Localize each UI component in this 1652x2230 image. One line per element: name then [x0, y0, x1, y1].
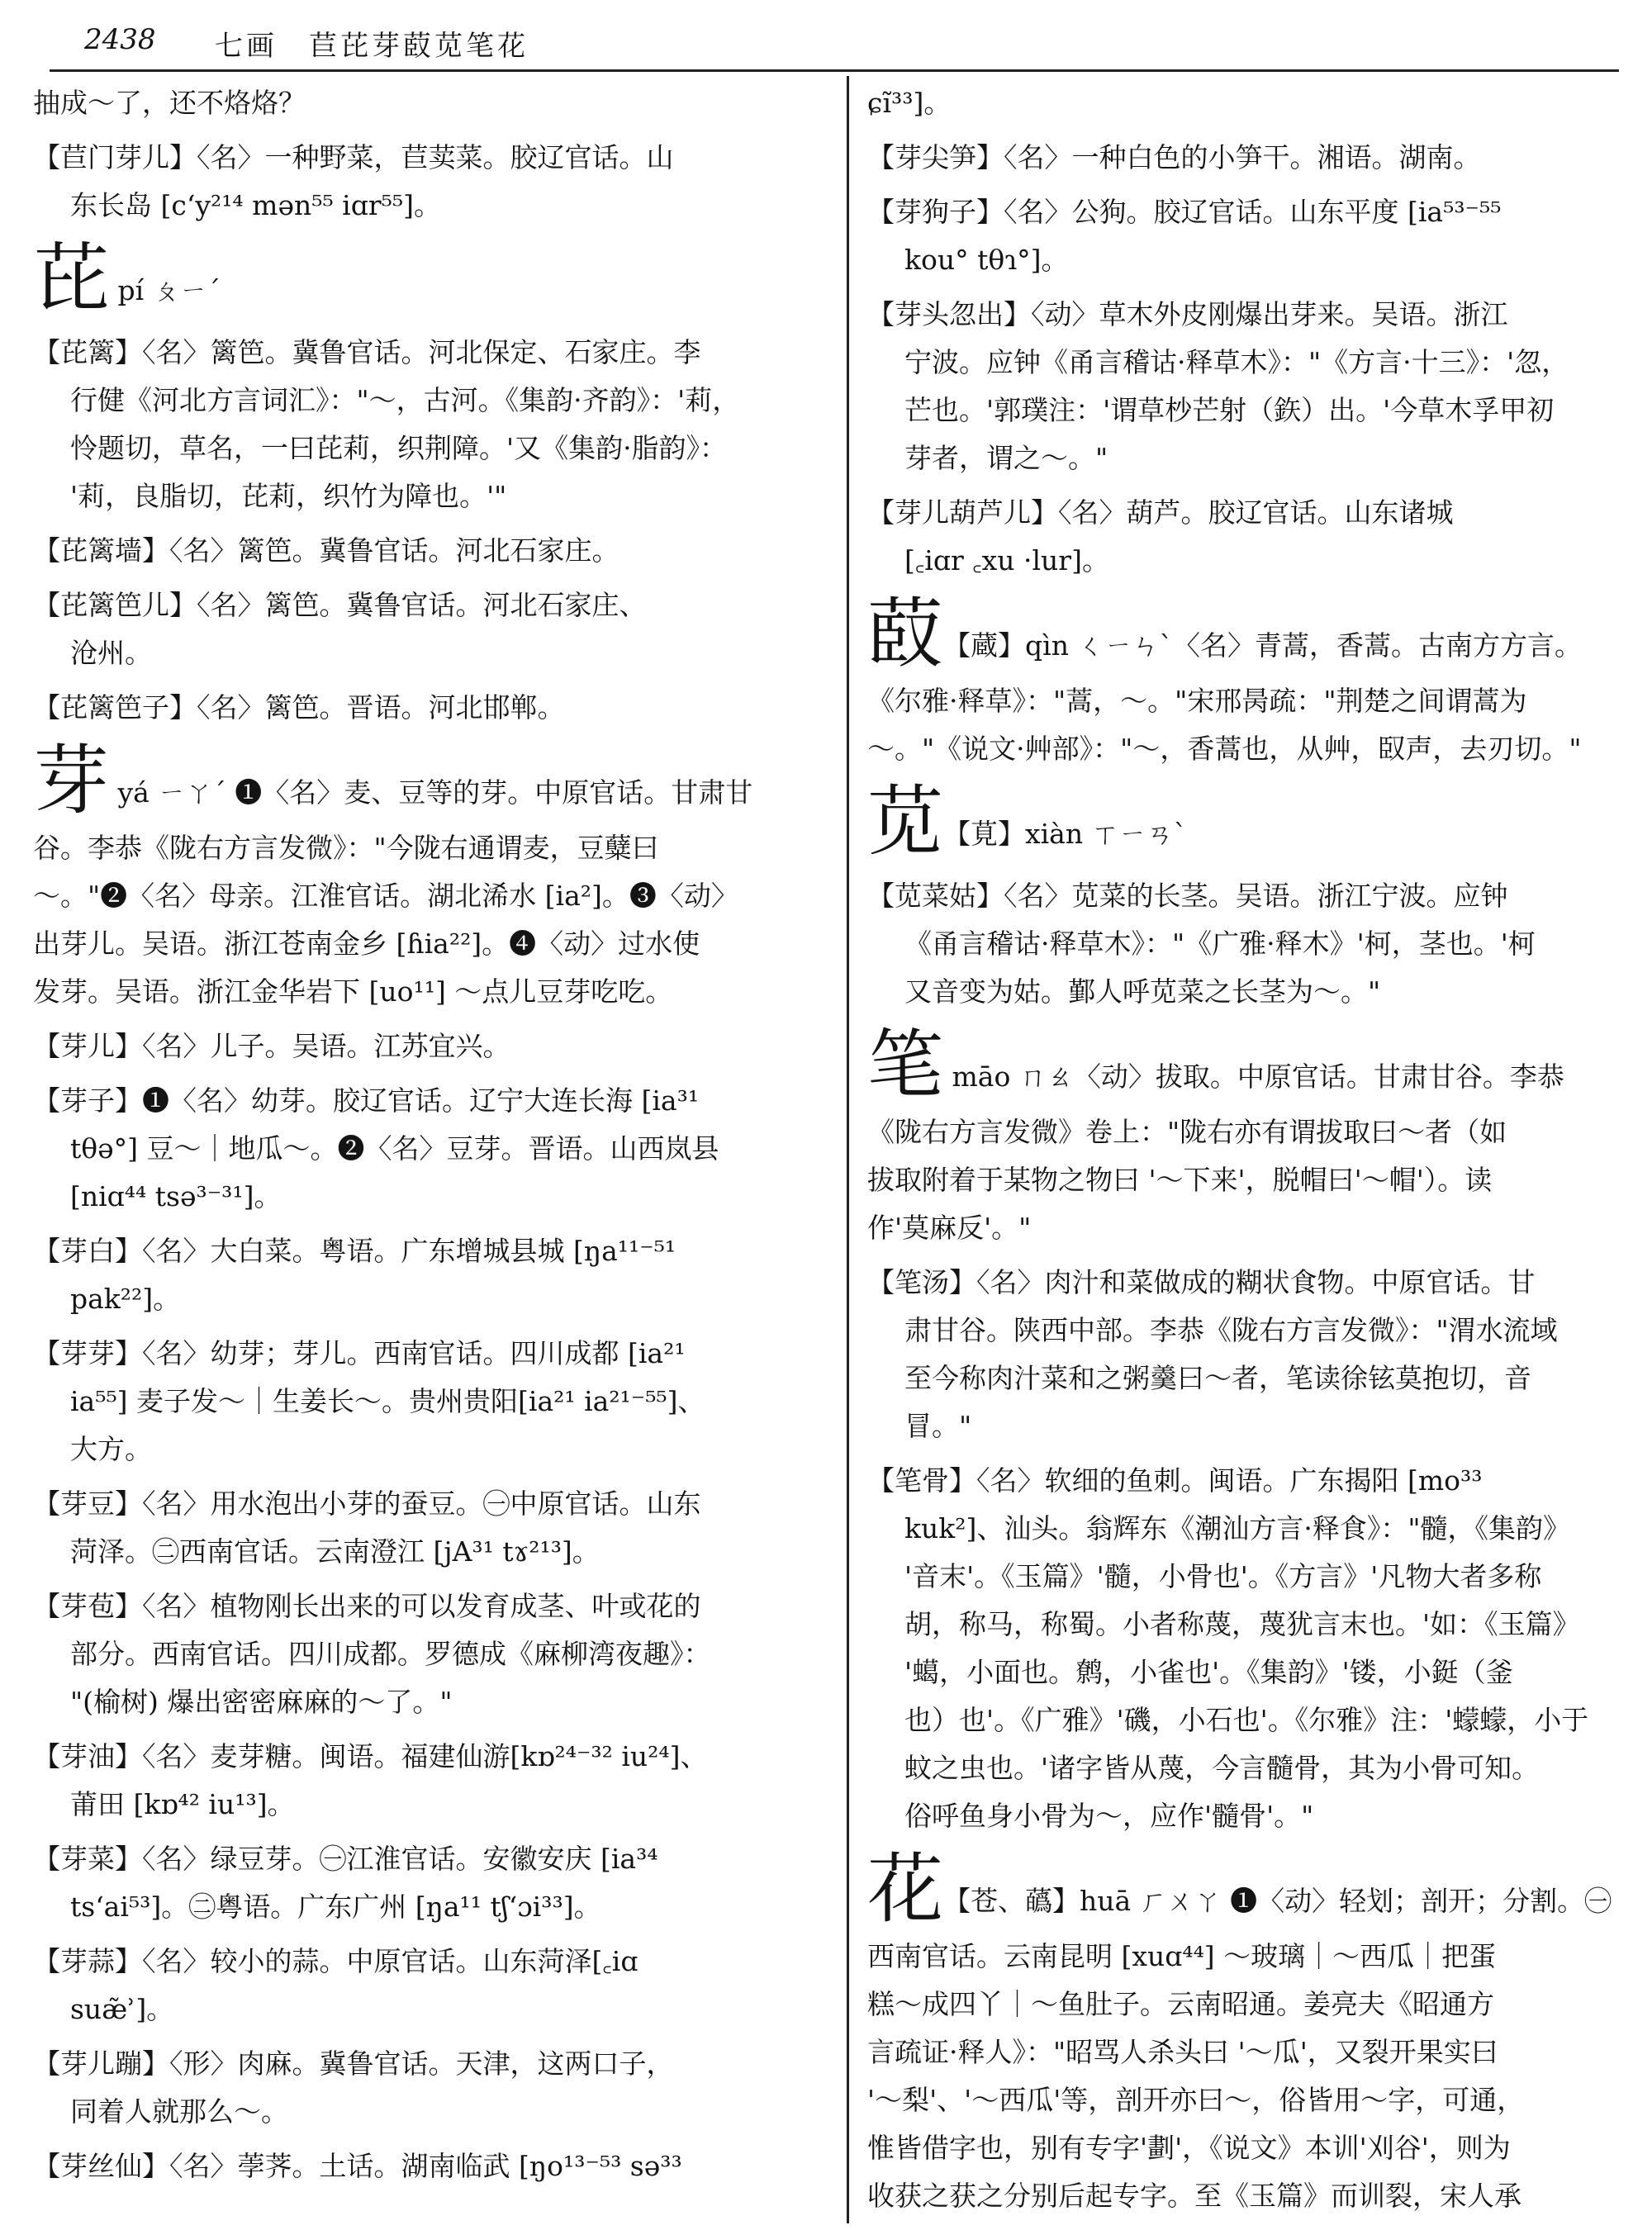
head-character-entry	[867, 1022, 1615, 1252]
dictionary-entry	[33, 581, 818, 677]
entry-line: 宁波。应钟《甬言稽诂·释草木》："《方言·十三》：'忽，	[904, 346, 1569, 378]
entry-line: suæ̃ʾ]。	[70, 1993, 174, 2025]
entry-line: 糕～成四丫｜～鱼肚子。云南昭通。姜亮夫《昭通方	[867, 1988, 1494, 2020]
head-character-row	[867, 1022, 1615, 1108]
entry-line: 【苣门芽儿】〈名〉一种野菜，苣荬菜。胶辽官话。山	[33, 141, 674, 173]
entry-line: 又音变为姑。鄞人呼苋菜之长茎为～。"	[904, 975, 1381, 1008]
dictionary-entry	[33, 527, 818, 575]
entry-line: 出芽儿。吴语。浙江苍南金乡 [ɦia²²]。❹〈动〉过水使	[33, 928, 700, 960]
entry-line: 【苋菜姑】〈名〉苋菜的长茎。吴语。浙江宁波。应钟	[867, 880, 1508, 912]
dictionary-entry	[33, 684, 818, 732]
entry-line: tsʻai⁵³]。㊁粤语。广东广州 [ŋa¹¹ tʃʻɔi³³]。	[70, 1891, 601, 1923]
head-character-entry	[33, 738, 818, 1016]
head-character-entry	[33, 236, 818, 322]
entry-line: 也）也'。《广雅》'磯，小石也'。《尔雅》注：'蠓蠓，小于	[904, 1704, 1589, 1736]
dictionary-entry	[867, 1259, 1615, 1450]
entry-line: 蚊之虫也。'诸字皆从蔑，今言髓骨，其为小骨可知。	[904, 1752, 1540, 1784]
dictionary-entry	[33, 134, 818, 230]
entry-line: 芽者，谓之～。"	[904, 442, 1108, 474]
right-column	[867, 79, 1615, 2227]
dictionary-entry	[33, 1022, 818, 1070]
entry-line: 【芽狗子】〈名〉公狗。胶辽官话。山东平度 [ia⁵³⁻⁵⁵	[867, 196, 1502, 228]
entry-line: 惟皆借字也，别有专字'劃'，《说文》本训'刈谷'，则为	[867, 2132, 1511, 2164]
entry-line: ɕĩ³³]。	[867, 87, 952, 119]
entry-line: 肃甘谷。陕西中部。李恭《陇右方言发微》："渭水流域	[904, 1314, 1558, 1346]
entry-line: 《尔雅·释草》："蒿，～。"宋邢昺疏："荆楚之间谓蒿为	[867, 685, 1527, 717]
entry-line: 俗呼鱼身小骨为～，应作'髓骨'。"	[904, 1800, 1314, 1832]
entry-line: 同着人就那么～。	[70, 2095, 288, 2128]
entry-line: 【芽豆】〈名〉用水泡出小芽的蚕豆。㊀中原官话。山东	[33, 1487, 701, 1520]
entry-line: 谷。李恭《陇右方言发微》："今陇右通谓麦，豆糵曰	[33, 832, 659, 864]
head-character: 苋	[867, 780, 944, 866]
entry-line: pak²²]。	[70, 1283, 181, 1315]
head-character-gloss: 【蔵】qìn ㄑㄧㄣˋ〈名〉青蒿，香蒿。古南方方言。	[943, 629, 1582, 662]
entry-line: 大方。	[70, 1433, 152, 1465]
head-character-gloss: 【莧】xiàn ㄒㄧㄢˋ	[943, 818, 1188, 850]
dictionary-entry	[867, 134, 1615, 182]
dictionary-entry	[33, 1733, 818, 1829]
dictionary-entry	[33, 1938, 818, 2033]
header-title: 七画 苣芘芽菣苋笔花	[215, 30, 529, 63]
entry-line: 【芘篱笆子】〈名〉篱笆。晋语。河北邯郸。	[33, 691, 565, 724]
entry-line: 【芽油】〈名〉麦芽糖。闽语。福建仙游[kɒ²⁴⁻³² iu²⁴]、	[33, 1740, 708, 1772]
head-character: 芽	[33, 738, 110, 824]
head-character-row	[867, 780, 1615, 866]
entry-line: ia⁵⁵] 麦子发～｜生姜长～。贵州贵阳[ia²¹ ia²¹⁻⁵⁵]、	[70, 1385, 705, 1417]
head-character-row	[33, 236, 818, 322]
entry-line: 东长岛 [cʻy²¹⁴ mən⁵⁵ iɑr⁵⁵]。	[70, 189, 441, 221]
dictionary-entry	[33, 1077, 818, 1221]
entry-line: ～。"❷〈名〉母亲。江淮官话。湖北浠水 [ia²]。❸〈动〉	[33, 880, 738, 912]
head-character: 芘	[33, 236, 110, 322]
entry-line: 【笔汤】〈名〉肉汁和菜做成的糊状食物。中原官话。甘	[867, 1266, 1536, 1298]
dictionary-entry	[867, 188, 1615, 284]
entry-line: '音末'。《玉篇》'髓，小骨也'。《方言》'凡物大者多称	[904, 1560, 1542, 1592]
entry-line: 【芘篱笆儿】〈名〉篱笆。冀鲁官话。河北石家庄、	[33, 589, 647, 621]
entry-line: ～。"《说文·艸部》："～，香蒿也，从艸，臤声，去刃切。"	[867, 733, 1582, 765]
page-header	[50, 23, 1619, 64]
entry-line: 冒。"	[904, 1410, 972, 1442]
entry-line: 沧州。	[70, 637, 152, 669]
entry-line: 【芽儿蹦】〈形〉肉麻。冀鲁官话。天津，这两口子，	[33, 2047, 674, 2080]
entry-line: 菏泽。㊁西南官话。云南澄江 [jA³¹ tɤ²¹³]。	[70, 1535, 600, 1568]
entry-line: 《陇右方言发微》卷上："陇右亦有谓拔取曰～者（如	[867, 1116, 1507, 1148]
entry-line: '～梨'、'～西瓜'等，剖开亦曰～，俗皆用～字，可通，	[867, 2084, 1525, 2116]
page-number: 2438	[84, 23, 156, 56]
dictionary-entry	[33, 1227, 818, 1323]
column-divider	[847, 76, 849, 2223]
head-character-row	[867, 1847, 1615, 1933]
entry-line: '䗶，小面也。鹩，小雀也'。《集韵》'镂，小鋌（釜	[904, 1656, 1513, 1688]
entry-line: tθə°] 豆～｜地瓜～。❷〈名〉豆芽。晋语。山西岚县	[70, 1132, 719, 1165]
entry-line: 【芽儿葫芦儿】〈名〉葫芦。胶辽官话。山东诸城	[867, 496, 1454, 529]
entry-line: 莆田 [kɒ⁴² iu¹³]。	[70, 1788, 295, 1820]
head-character-entry	[867, 780, 1615, 866]
dictionary-entry	[33, 1835, 818, 1931]
dictionary-entry	[33, 2142, 818, 2190]
entry-line: 【芽苞】〈名〉植物刚长出来的可以发育成茎、叶或花的	[33, 1590, 701, 1622]
entry-line: 【芽尖笋】〈名〉一种白色的小笋干。湘语。湖南。	[867, 141, 1481, 173]
entry-line: 【芽菜】〈名〉绿豆芽。㊀江淮官话。安徽安庆 [ia³⁴	[33, 1843, 658, 1875]
entry-line: [꜀iɑr ꜀xu ·lur]。	[904, 544, 1109, 576]
entry-line: [niɑ⁴⁴ tsə³⁻³¹]。	[70, 1180, 282, 1212]
dictionary-entry	[33, 1330, 818, 1473]
dictionary-entry	[867, 489, 1615, 585]
entry-line: 怜题切，草名，一曰芘莉，织荆障。'又《集韵·脂韵》：	[70, 432, 728, 464]
head-character: 花	[867, 1847, 944, 1933]
entry-line: 行健《河北方言词汇》："～，古河。《集韵·齐韵》：'莉，	[70, 384, 740, 416]
entry-line: 言疏证·释人》："昭骂人杀头曰 '～瓜'，又裂开果实曰	[867, 2036, 1498, 2068]
head-character-row	[33, 738, 818, 824]
head-character-gloss: 【苍、蘤】huā ㄏㄨㄚ ❶〈动〉轻划；剖开；分割。㊀	[943, 1885, 1612, 1917]
header-rule	[50, 69, 1619, 72]
entry-line: 【芽子】❶〈名〉幼芽。胶辽官话。辽宁大连长海 [ia³¹	[33, 1084, 700, 1117]
entry-line: 【芽白】〈名〉大白菜。粤语。广东增城县城 [ŋa¹¹⁻⁵¹	[33, 1235, 676, 1267]
dictionary-entry	[33, 2040, 818, 2136]
entry-line: 【芽芽】〈名〉幼芽；芽儿。西南官话。四川成都 [ia²¹	[33, 1337, 686, 1369]
dictionary-entry	[33, 79, 818, 127]
entry-line: 【芽丝仙】〈名〉荸荠。土话。湖南临武 [ŋo¹³⁻⁵³ sə³³	[33, 2150, 682, 2182]
head-character: 菣	[867, 591, 944, 677]
entry-line: 胡，称马，称蜀。小者称蔑，蔑犹言末也。'如：《玉篇》	[904, 1608, 1580, 1640]
entry-line: 【笔骨】〈名〉软细的鱼刺。闽语。广东揭阳 [mo³³	[867, 1464, 1483, 1497]
entry-line: 芒也。'郭璞注：'谓草杪芒射（鉃）出。'今草木孚甲初	[904, 394, 1555, 426]
head-character-entry	[867, 591, 1615, 773]
dictionary-entry	[33, 329, 818, 520]
entry-line: 部分。西南官话。四川成都。罗德成《麻柳湾夜趣》：	[70, 1638, 711, 1670]
entry-line: 西南官话。云南昆明 [xuɑ⁴⁴] ～玻璃｜～西瓜｜把蛋	[867, 1940, 1497, 1972]
dictionary-entry	[867, 79, 1615, 127]
entry-line: 发芽。吴语。浙江金华岩下 [uo¹¹] ～点儿豆芽吃吃。	[33, 975, 673, 1008]
entry-line: 【芽头忽出】〈动〉草木外皮刚爆出芽来。吴语。浙江	[867, 298, 1508, 330]
entry-line: kuk²]、汕头。翁辉东《潮汕方言·释食》："髓，《集韵》	[904, 1512, 1571, 1544]
entry-line: 拔取附着于某物之物曰 '～下来'，脱帽曰'～帽'）。读	[867, 1164, 1493, 1196]
entry-line: 收获之获之分别后起专字。至《玉篇》而训裂，宋人承	[867, 2180, 1521, 2212]
head-character-gloss: māo ㄇㄠ〈动〉拔取。中原官话。甘肃甘谷。李恭	[943, 1060, 1564, 1093]
dictionary-entry	[867, 291, 1615, 482]
entry-line: 【芘篱】〈名〉篱笆。冀鲁官话。河北保定、石家庄。李	[33, 336, 701, 368]
entry-line: '莉，良脂切，芘莉，织竹为障也。'"	[70, 480, 507, 512]
entry-line: 作'莫麻反'。"	[867, 1212, 1032, 1244]
head-character-row	[867, 591, 1615, 677]
dictionary-entry	[867, 1457, 1615, 1840]
head-character-gloss: yá ㄧㄚˊ ❶〈名〉麦、豆等的芽。中原官话。甘肃甘	[109, 776, 753, 809]
left-column	[33, 79, 818, 2197]
dictionary-entry	[33, 1582, 818, 1726]
dictionary-entry	[867, 872, 1615, 1016]
entry-line: 至今称肉汁菜和之粥羹曰～者，笔读徐铉莫抱切，音	[904, 1362, 1531, 1394]
entry-line: "(榆树) 爆出密密麻麻的～了。"	[70, 1686, 453, 1718]
head-character: 笔	[867, 1022, 944, 1108]
entry-line: 【芽蒜】〈名〉较小的蒜。中原官话。山东菏泽[꜀iɑ	[33, 1945, 638, 1977]
head-character-entry	[867, 1847, 1615, 2220]
entry-line: 【芽儿】〈名〉儿子。吴语。江苏宜兴。	[33, 1030, 510, 1062]
entry-line: 《甬言稽诂·释草木》："《广雅·释木》'柯，茎也。'柯	[904, 928, 1536, 960]
entry-line: kou° tθɿ°]。	[904, 244, 1069, 276]
entry-line: 抽成～了，还不烙烙？	[33, 87, 306, 119]
head-character-gloss: pí ㄆㄧˊ	[109, 274, 221, 306]
entry-line: 【芘篱墙】〈名〉篱笆。冀鲁官话。河北石家庄。	[33, 534, 620, 567]
dictionary-entry	[33, 1480, 818, 1576]
